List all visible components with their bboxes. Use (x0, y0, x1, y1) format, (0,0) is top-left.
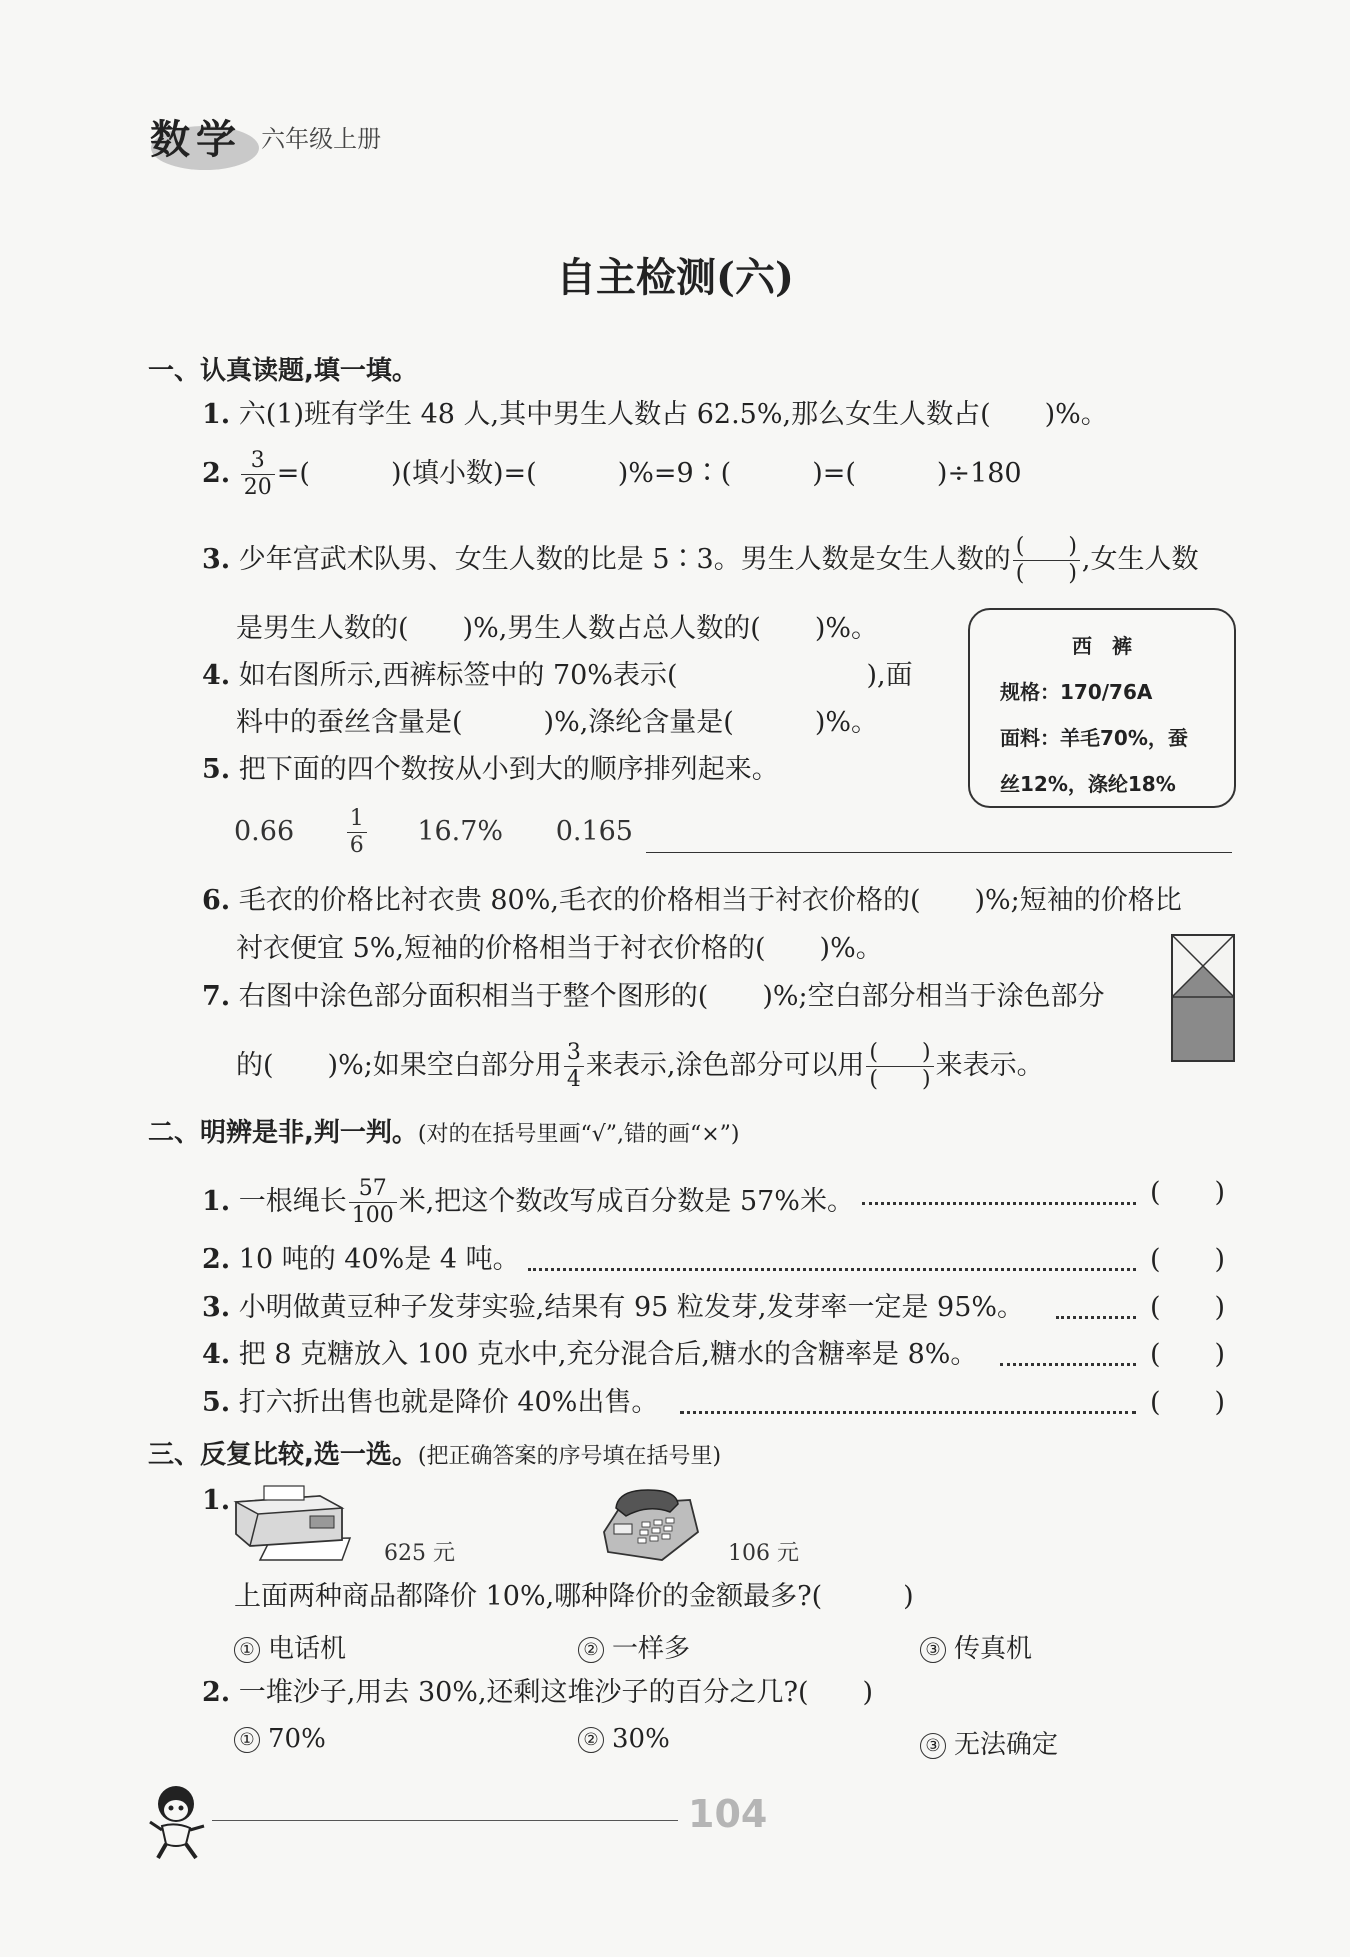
judge-answer-2[interactable]: ( ) (1150, 1244, 1226, 1275)
label-title: 西 裤 (1072, 634, 1132, 658)
label-spec: 规格：170/76A (1000, 680, 1153, 704)
choice-2-option-2[interactable]: ② 30% (578, 1724, 670, 1754)
section-2-heading: 二、明辨是非,判一判。(对的在括号里画“√”,错的画“×”) (148, 1118, 740, 1148)
section-3-heading: 三、反复比较,选一选。(把正确答案的序号填在括号里) (148, 1440, 722, 1470)
question-1-1: 1. 六(1)班有学生 48 人,其中男生人数占 62.5%,那么女生人数占( )%。 (202, 399, 1108, 430)
choice-2-option-3[interactable]: ③ 无法确定 (920, 1724, 1058, 1761)
label-fabric-line2: 丝12%，涤纶18% (1000, 772, 1176, 796)
question-1-6-line2: 衬衣便宜 5%,短袖的价格相当于衬衣价格的( )%。 (236, 933, 883, 964)
fax-machine-icon (230, 1482, 360, 1562)
fraction-57-100: $\frac{57}{100}$ (349, 1176, 397, 1229)
page-title: 自主检测(六) (556, 254, 794, 301)
judge-item-4: 4. 把 8 克糖放入 100 克水中,充分混合后,糖水的含糖率是 8%。 (202, 1339, 978, 1370)
fraction-1-6: $\frac{1}{6}$ (347, 806, 367, 859)
question-1-2: 2. $\frac{3}{20}$ =( )(填小数)=( )%=9∶( )=( )÷180 (202, 448, 1022, 500)
option-mark: ② (578, 1637, 604, 1663)
question-1-5-values: 0.66 $\frac{1}{6}$ 16.7% 0.165 (234, 806, 633, 858)
blank-fraction: $\frac{( )}{( )}$ (1013, 534, 1080, 587)
choice-question-1-number: 1. (202, 1485, 231, 1516)
fraction-3-20: $\frac{3}{20}$ (241, 448, 275, 501)
page-number: 104 (688, 1792, 768, 1836)
subject-title: 数学 (150, 117, 242, 163)
section-1-heading: 一、认真读题,填一填。 (148, 356, 418, 386)
dot-leader (1000, 1363, 1136, 1366)
dot-leader (862, 1202, 1136, 1205)
judge-answer-5[interactable]: ( ) (1150, 1387, 1226, 1418)
choice-2-option-1[interactable]: ① 70% (234, 1724, 326, 1754)
blank-fraction: $\frac{( )}{( )}$ (866, 1040, 933, 1093)
judge-answer-3[interactable]: ( ) (1150, 1292, 1226, 1323)
shaded-square-figure (1171, 934, 1235, 1062)
judge-item-1: 1. 一根绳长 $\frac{57}{100}$ 米,把这个数改写成百分数是 57%米。 (202, 1176, 854, 1228)
option-mark: ① (234, 1727, 260, 1753)
option-mark: ③ (920, 1637, 946, 1663)
question-1-7-line2: 的( )%;如果空白部分用 $\frac{3}{4}$ 来表示,涂色部分可以用 $\frac{( )}{( )}$ 来表示。 (236, 1040, 1044, 1092)
question-1-7-line1: 7. 右图中涂色部分面积相当于整个图形的( )%;空白部分相当于涂色部分 (202, 981, 1105, 1012)
question-1-6-line1: 6. 毛衣的价格比衬衣贵 80%,毛衣的价格相当于衬衣价格的( )%;短袖的价格比 (202, 885, 1182, 916)
telephone-price: 106 元 (728, 1541, 799, 1566)
judge-item-5: 5. 打六折出售也就是降价 40%出售。 (202, 1387, 659, 1418)
choice-1-option-3[interactable]: ③ 传真机 (920, 1628, 1032, 1665)
choice-question-1-text: 上面两种商品都降价 10%,哪种降价的金额最多?( ) (234, 1581, 914, 1612)
choice-1-option-1[interactable]: ① 电话机 (234, 1628, 346, 1665)
question-1-4-line2: 料中的蚕丝含量是( )%,涤纶含量是( )%。 (236, 707, 879, 738)
question-1-5: 5. 把下面的四个数按从小到大的顺序排列起来。 (202, 754, 779, 785)
dot-leader (680, 1411, 1136, 1414)
judge-answer-4[interactable]: ( ) (1150, 1339, 1226, 1370)
question-1-4-line1: 4. 如右图所示,西裤标签中的 70%表示( ),面 (202, 660, 913, 691)
grade-label: 六年级上册 (261, 125, 382, 153)
choice-question-2: 2. 一堆沙子,用去 30%,还剩这堆沙子的百分之几?( ) (202, 1677, 874, 1708)
dot-leader (528, 1268, 1136, 1271)
fraction-3-4: $\frac{3}{4}$ (564, 1040, 584, 1093)
question-1-3-line2: 是男生人数的( )%,男生人数占总人数的( )%。 (236, 613, 879, 644)
footer-line (212, 1820, 678, 1821)
judge-item-3: 3. 小明做黄豆种子发芽实验,结果有 95 粒发芽,发芽率一定是 95%。 (202, 1292, 1025, 1323)
judge-item-2: 2. 10 吨的 40%是 4 吨。 (202, 1244, 520, 1275)
option-mark: ① (234, 1637, 260, 1663)
mascot-icon (146, 1782, 212, 1862)
answer-line (646, 852, 1232, 853)
judge-answer-1[interactable]: ( ) (1150, 1177, 1226, 1208)
option-mark: ③ (920, 1733, 946, 1759)
dot-leader (1056, 1316, 1136, 1319)
option-mark: ② (578, 1727, 604, 1753)
trousers-label-box (968, 608, 1236, 808)
subject-header (150, 108, 381, 165)
label-fabric-line1: 面料：羊毛70%，蚕 (1000, 726, 1188, 750)
fax-price: 625 元 (384, 1541, 455, 1566)
telephone-icon (598, 1486, 704, 1564)
question-1-3-line1: 3. 少年宫武术队男、女生人数的比是 5∶3。男生人数是女生人数的 $\frac{( )}{( )}$ ,女生人数 (202, 534, 1199, 586)
choice-1-option-2[interactable]: ② 一样多 (578, 1628, 690, 1665)
